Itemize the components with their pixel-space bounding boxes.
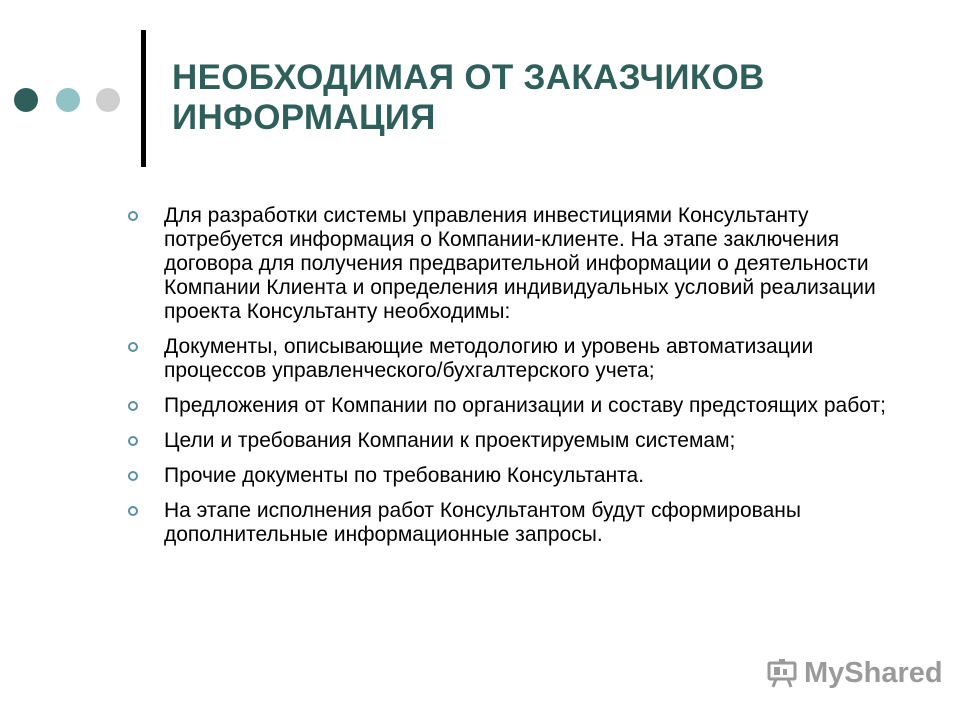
presentation-board-icon [766, 657, 798, 689]
watermark-brand: MyShared [804, 656, 943, 689]
bullet-item [128, 394, 908, 418]
bullet-text: Документы, описывающие методологию и уровень автоматизации процессов управленческого/бухгалтерского учета; [164, 335, 814, 382]
bullet-list [128, 204, 908, 558]
ring-bullet-icon [128, 471, 138, 481]
bullet-item [128, 499, 908, 547]
decor-dot-light [56, 88, 80, 112]
bullet-text: Для разработки системы управления инвестициями Консультанту потребуется информация о Компании-клиенте. На этапе заключения договора для получения предварительной информации о деятельности Компании Клиента и определения индивидуальных условий реализации проекта Консультанту необходимы: [164, 204, 876, 323]
ring-bullet-icon [128, 506, 138, 516]
bullet-item [128, 204, 908, 324]
bullet-text: Предложения от Компании по организации и составу предстоящих работ; [164, 394, 886, 417]
bullet-item [128, 429, 908, 453]
bullet-item [128, 335, 908, 383]
title-divider [141, 30, 146, 167]
bullet-text: Цели и требования Компании к проектируемым системам; [164, 429, 736, 452]
decor-dot-grey [96, 88, 120, 112]
decor-dot-dark [14, 88, 38, 112]
ring-bullet-icon [128, 342, 138, 352]
slide-title [172, 58, 932, 138]
myshared-watermark [766, 655, 943, 691]
ring-bullet-icon [128, 401, 138, 411]
slide-title-line-2: ИНФОРМАЦИЯ [172, 98, 436, 137]
slide-title-line-1: НЕОБХОДИМАЯ ОТ ЗАКАЗЧИКОВ [172, 58, 765, 97]
bullet-text: Прочие документы по требованию Консультанта. [164, 464, 645, 487]
bullet-text: На этапе исполнения работ Консультантом будут сформированы дополнительные информационные запросы. [164, 499, 801, 546]
bullet-item [128, 464, 908, 488]
ring-bullet-icon [128, 436, 138, 446]
ring-bullet-icon [128, 211, 138, 221]
